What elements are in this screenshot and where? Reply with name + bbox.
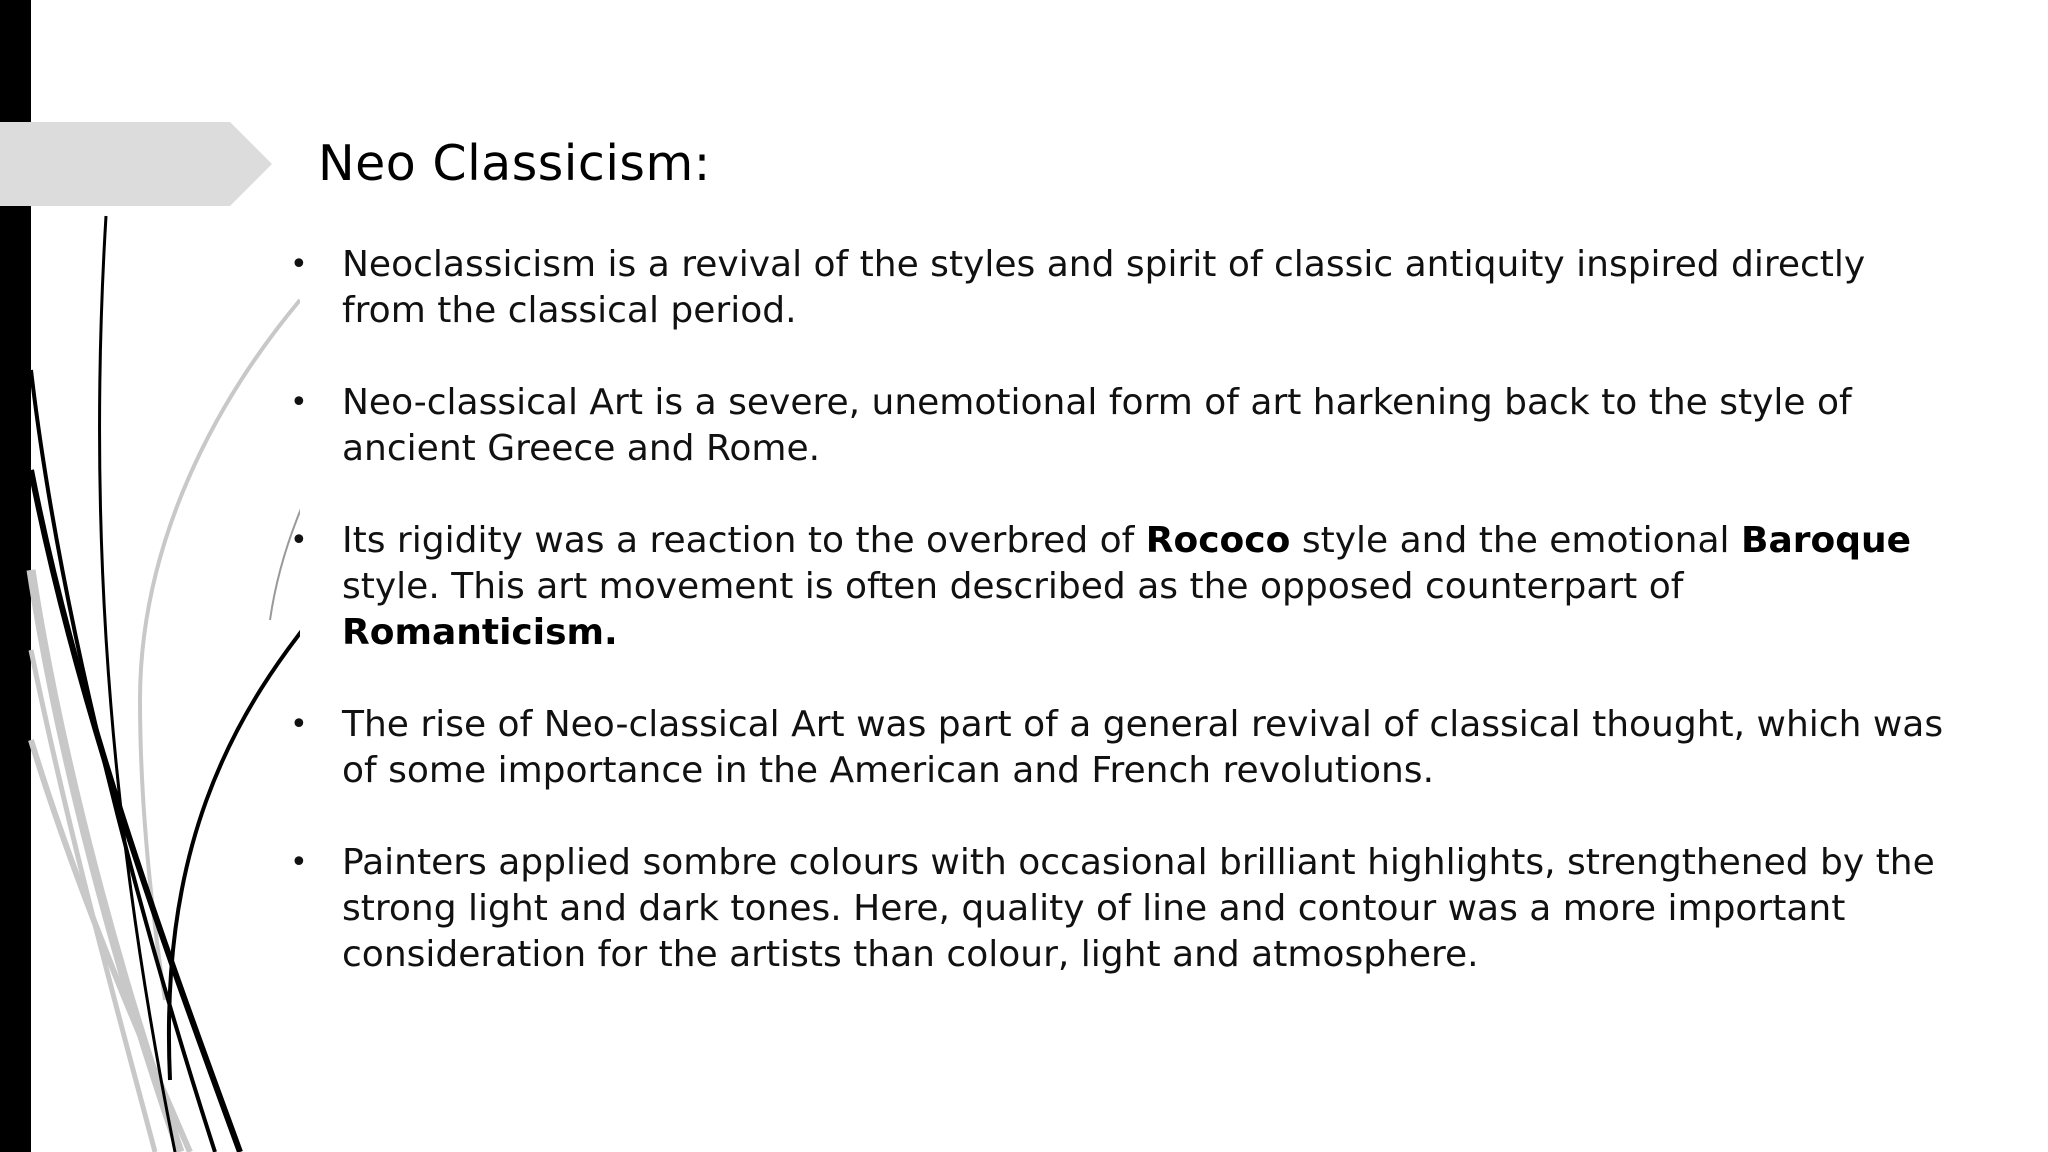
bullet-dot-icon: • [290, 523, 308, 558]
bullet-text-segment: style. This art movement is often described as the opposed counterpart of [342, 566, 1684, 607]
bullet-dot-icon: • [290, 385, 308, 420]
bullet-text: Painters applied sombre colours with occasional brilliant highlights, strengthened by the strong light and dark tones. Here, quality of line and contour was a more important consideration for the artists than colour, light and atmosphere. [342, 842, 1935, 975]
bullet-text-segment: Its rigidity was a reaction to the overbred of [342, 520, 1146, 561]
bold-term-rococo: Rococo [1145, 520, 1291, 561]
bullet-item-2 [290, 380, 1950, 472]
bold-term-romanticism: Romanticism. [342, 612, 618, 653]
bullet-text [342, 520, 1911, 653]
decorative-swoosh-lines [0, 0, 300, 1152]
bullet-list [290, 242, 1950, 1024]
bullet-text-segment: style and the emotional [1290, 520, 1741, 561]
slide-title: Neo Classicism: [318, 135, 711, 192]
bullet-text: The rise of Neo-classical Art was part of a general revival of classical thought, which was of some importance in the American and French revolutions. [342, 704, 1944, 791]
bullet-item-4 [290, 702, 1950, 794]
bullet-item-5 [290, 840, 1950, 978]
bullet-text: Neo-classical Art is a severe, unemotional form of art harkening back to the style of ancient Greece and Rome. [342, 382, 1852, 469]
bullet-item-3 [290, 518, 1950, 656]
bullet-dot-icon: • [290, 845, 308, 880]
bullet-text: Neoclassicism is a revival of the styles and spirit of classic antiquity inspired directly from the classical period. [342, 244, 1866, 331]
bold-term-baroque: Baroque [1741, 520, 1912, 561]
bullet-dot-icon: • [290, 247, 308, 282]
bullet-item-1 [290, 242, 1950, 334]
bullet-dot-icon: • [290, 707, 308, 742]
